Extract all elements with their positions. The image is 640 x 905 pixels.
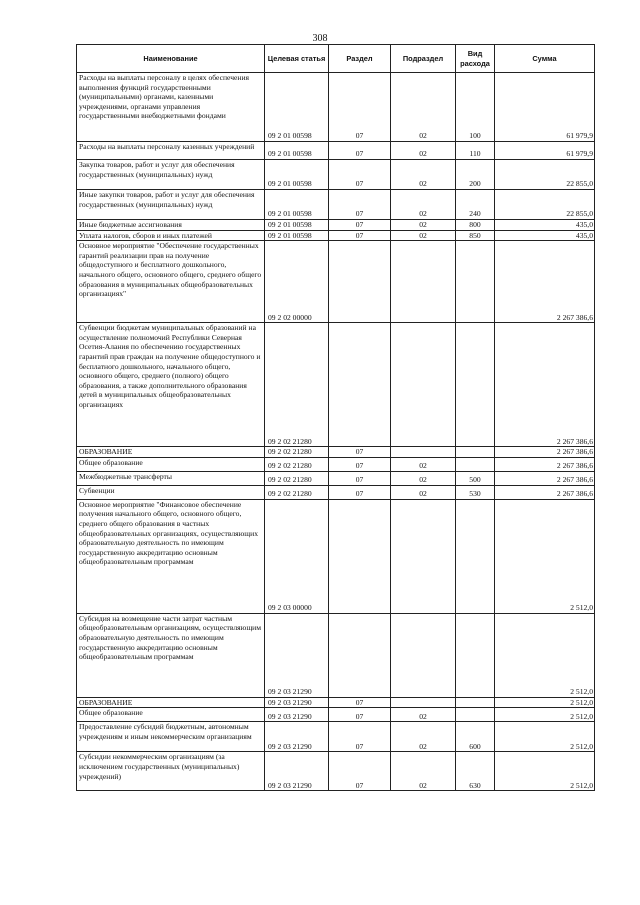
row-name: Закупка товаров, работ и услуг для обеспечения государственных (муниципальных) нужд bbox=[77, 160, 265, 190]
row-expense-type bbox=[456, 697, 495, 708]
row-section: 07 bbox=[329, 697, 391, 708]
row-name: ОБРАЗОВАНИЕ bbox=[77, 697, 265, 708]
row-section: 07 bbox=[329, 457, 391, 471]
row-name: Общее образование bbox=[77, 457, 265, 471]
row-subsection bbox=[391, 447, 456, 458]
row-subsection bbox=[391, 613, 456, 697]
row-name: Основное мероприятие "Финансовое обеспечение получения начального общего, основного общего, среднего общего образования в частных общеобразовательных организациях, осуществляющих образовательную деятельность по имеющим государственную аккредитацию основным общеобразовательным программам bbox=[77, 499, 265, 613]
row-subsection bbox=[391, 241, 456, 323]
row-subsection: 02 bbox=[391, 722, 456, 752]
row-expense-type bbox=[456, 323, 495, 447]
row-amount: 435,0 bbox=[495, 230, 595, 241]
row-section: 07 bbox=[329, 230, 391, 241]
row-expense-type bbox=[456, 613, 495, 697]
row-section: 07 bbox=[329, 752, 391, 791]
row-section bbox=[329, 323, 391, 447]
row-section: 07 bbox=[329, 142, 391, 160]
row-subsection: 02 bbox=[391, 190, 456, 220]
row-name: Иные бюджетные ассигнования bbox=[77, 220, 265, 231]
row-target: 09 2 03 21290 bbox=[265, 708, 329, 722]
header-expense-type: Вид расхода bbox=[456, 45, 495, 73]
row-name: Расходы на выплаты персоналу казенных учреждений bbox=[77, 142, 265, 160]
table-row bbox=[77, 752, 595, 791]
row-section: 07 bbox=[329, 73, 391, 142]
table-row bbox=[77, 499, 595, 613]
header-name: Наименование bbox=[77, 45, 265, 73]
row-target: 09 2 02 00000 bbox=[265, 241, 329, 323]
row-section: 07 bbox=[329, 190, 391, 220]
row-name: Субвенции бюджетам муниципальных образований на осуществление полномочий Республики Северная Осетия-Алания по обеспечению государственных гарантий прав граждан на получение общедоступного и бесплатного дошкольного, начального общего, основного общего, среднего (полного) общего образования, а также дополнительного образования детей в муниципальных общеобразовательных организациях bbox=[77, 323, 265, 447]
row-subsection: 02 bbox=[391, 708, 456, 722]
row-name: Субвенции bbox=[77, 485, 265, 499]
header-subsection: Подраздел bbox=[391, 45, 456, 73]
row-name: Уплата налогов, сборов и иных платежей bbox=[77, 230, 265, 241]
row-target: 09 2 02 21280 bbox=[265, 447, 329, 458]
header-section: Раздел bbox=[329, 45, 391, 73]
row-expense-type: 530 bbox=[456, 485, 495, 499]
table-row bbox=[77, 471, 595, 485]
row-amount: 2 512,0 bbox=[495, 752, 595, 791]
row-amount: 2 512,0 bbox=[495, 708, 595, 722]
row-subsection bbox=[391, 499, 456, 613]
table-row bbox=[77, 220, 595, 231]
row-subsection bbox=[391, 323, 456, 447]
row-expense-type bbox=[456, 457, 495, 471]
row-name: Основное мероприятие "Обеспечение государственных гарантий реализации прав на получение общедоступного и бесплатного дошкольного, начального общего, основного общего, среднего общего образования в муниципальных общеобразовательных организациях" bbox=[77, 241, 265, 323]
row-amount: 2 512,0 bbox=[495, 722, 595, 752]
row-subsection: 02 bbox=[391, 142, 456, 160]
row-name: Субсидия на возмещение части затрат частным общеобразовательным организациям, осуществляющим образовательную деятельность по имеющим государственную аккредитацию основным общеобразовательным программам bbox=[77, 613, 265, 697]
row-target: 09 2 02 21280 bbox=[265, 323, 329, 447]
row-amount: 61 979,9 bbox=[495, 142, 595, 160]
row-expense-type bbox=[456, 447, 495, 458]
row-expense-type bbox=[456, 708, 495, 722]
row-name: Межбюджетные трансферты bbox=[77, 471, 265, 485]
table-row bbox=[77, 190, 595, 220]
row-amount: 435,0 bbox=[495, 220, 595, 231]
row-target: 09 2 01 00598 bbox=[265, 142, 329, 160]
header-amount: Сумма bbox=[495, 45, 595, 73]
page-number: 308 bbox=[312, 33, 328, 44]
row-amount: 2 267 386,6 bbox=[495, 457, 595, 471]
table-row bbox=[77, 230, 595, 241]
row-subsection: 02 bbox=[391, 220, 456, 231]
row-name: Субсидии некоммерческим организациям (за исключением государственных (муниципальных) учреждений) bbox=[77, 752, 265, 791]
row-subsection: 02 bbox=[391, 485, 456, 499]
row-expense-type: 800 bbox=[456, 220, 495, 231]
row-amount: 2 512,0 bbox=[495, 613, 595, 697]
row-target: 09 2 03 21290 bbox=[265, 613, 329, 697]
table-row bbox=[77, 722, 595, 752]
row-section: 07 bbox=[329, 220, 391, 231]
table-row bbox=[77, 142, 595, 160]
row-amount: 2 267 386,6 bbox=[495, 471, 595, 485]
row-target: 09 2 02 21280 bbox=[265, 485, 329, 499]
row-section: 07 bbox=[329, 485, 391, 499]
row-amount: 22 855,0 bbox=[495, 160, 595, 190]
row-target: 09 2 01 00598 bbox=[265, 230, 329, 241]
row-section bbox=[329, 499, 391, 613]
row-subsection: 02 bbox=[391, 471, 456, 485]
table-row bbox=[77, 241, 595, 323]
row-target: 09 2 01 00598 bbox=[265, 160, 329, 190]
row-subsection: 02 bbox=[391, 752, 456, 791]
row-section: 07 bbox=[329, 471, 391, 485]
table-row bbox=[77, 323, 595, 447]
row-subsection: 02 bbox=[391, 230, 456, 241]
row-subsection: 02 bbox=[391, 73, 456, 142]
row-expense-type bbox=[456, 241, 495, 323]
row-target: 09 2 01 00598 bbox=[265, 73, 329, 142]
row-section: 07 bbox=[329, 447, 391, 458]
row-target: 09 2 03 21290 bbox=[265, 697, 329, 708]
table-row bbox=[77, 73, 595, 142]
row-name: Предоставление субсидий бюджетным, автономным учреждениям и иным некоммерческим организациям bbox=[77, 722, 265, 752]
table-row bbox=[77, 697, 595, 708]
row-target: 09 2 03 21290 bbox=[265, 722, 329, 752]
table-row bbox=[77, 485, 595, 499]
header-target: Целевая статья bbox=[265, 45, 329, 73]
table-row bbox=[77, 160, 595, 190]
row-expense-type: 630 bbox=[456, 752, 495, 791]
table-row bbox=[77, 447, 595, 458]
row-expense-type: 200 bbox=[456, 160, 495, 190]
row-name: Расходы на выплаты персоналу в целях обеспечения выполнения функций государственными (муниципальными) органами, казенными учреждениями, органами управления государственными внебюджетными фондами bbox=[77, 73, 265, 142]
row-amount: 2 267 386,6 bbox=[495, 323, 595, 447]
row-target: 09 2 01 00598 bbox=[265, 190, 329, 220]
row-expense-type: 240 bbox=[456, 190, 495, 220]
row-section: 07 bbox=[329, 160, 391, 190]
table-header-row bbox=[77, 45, 595, 73]
row-amount: 22 855,0 bbox=[495, 190, 595, 220]
row-amount: 2 512,0 bbox=[495, 697, 595, 708]
row-section bbox=[329, 241, 391, 323]
row-subsection: 02 bbox=[391, 457, 456, 471]
row-expense-type: 100 bbox=[456, 73, 495, 142]
row-name: Иные закупки товаров, работ и услуг для обеспечения государственных (муниципальных) нужд bbox=[77, 190, 265, 220]
row-target: 09 2 02 21280 bbox=[265, 471, 329, 485]
row-amount: 2 267 386,6 bbox=[495, 447, 595, 458]
row-section: 07 bbox=[329, 722, 391, 752]
table-row bbox=[77, 457, 595, 471]
row-expense-type: 110 bbox=[456, 142, 495, 160]
row-subsection bbox=[391, 697, 456, 708]
row-target: 09 2 03 00000 bbox=[265, 499, 329, 613]
row-amount: 2 512,0 bbox=[495, 499, 595, 613]
row-target: 09 2 02 21280 bbox=[265, 457, 329, 471]
row-expense-type: 850 bbox=[456, 230, 495, 241]
row-amount: 2 267 386,6 bbox=[495, 241, 595, 323]
budget-table bbox=[76, 44, 595, 791]
row-expense-type bbox=[456, 499, 495, 613]
row-section: 07 bbox=[329, 708, 391, 722]
table-row bbox=[77, 613, 595, 697]
row-expense-type: 600 bbox=[456, 722, 495, 752]
table-row bbox=[77, 708, 595, 722]
row-section bbox=[329, 613, 391, 697]
row-amount: 61 979,9 bbox=[495, 73, 595, 142]
row-expense-type: 500 bbox=[456, 471, 495, 485]
row-amount: 2 267 386,6 bbox=[495, 485, 595, 499]
row-target: 09 2 01 00598 bbox=[265, 220, 329, 231]
row-name: Общее образование bbox=[77, 708, 265, 722]
row-subsection: 02 bbox=[391, 160, 456, 190]
row-name: ОБРАЗОВАНИЕ bbox=[77, 447, 265, 458]
row-target: 09 2 03 21290 bbox=[265, 752, 329, 791]
